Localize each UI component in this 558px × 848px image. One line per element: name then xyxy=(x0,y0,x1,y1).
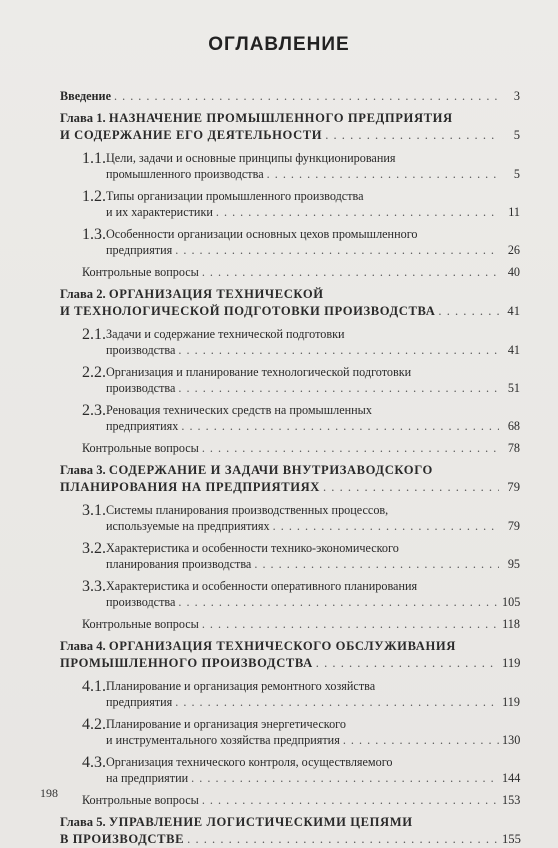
chapter-title-line: ОРГАНИЗАЦИЯ ТЕХНИЧЕСКОГО ОБСЛУЖИВАНИЯ xyxy=(108,639,456,653)
toc-page-number: 79 xyxy=(507,519,520,533)
section-number: 2.3. xyxy=(82,402,106,419)
toc-page-number: 41 xyxy=(507,343,520,357)
toc-line xyxy=(106,364,520,380)
toc-line xyxy=(106,188,520,204)
chapter-title-line: ПЛАНИРОВАНИЯ НА ПРЕДПРИЯТИЯХ xyxy=(60,480,320,494)
leader-dots xyxy=(114,88,499,104)
toc-line xyxy=(106,402,520,418)
section-number: 1.2. xyxy=(82,188,106,205)
toc-page-number: 155 xyxy=(502,832,521,846)
leader-dots xyxy=(343,732,499,748)
section-title-line: и инструментального хозяйства предприятия xyxy=(106,733,340,747)
toc-line xyxy=(106,166,520,182)
toc-page-number: 11 xyxy=(508,205,520,219)
leader-dots xyxy=(323,479,499,496)
toc-line xyxy=(60,286,520,303)
toc-page-number: 118 xyxy=(502,617,520,631)
chapter-heading-text xyxy=(60,655,313,672)
toc-line xyxy=(106,770,520,786)
page-title: ОГЛАВЛЕНИЕ xyxy=(208,34,350,55)
toc-line xyxy=(60,462,520,479)
toc-entry-label: Введение xyxy=(60,89,111,103)
toc-section-2-3[interactable] xyxy=(60,402,520,434)
toc-page-number: 130 xyxy=(502,733,521,747)
section-number: 4.1. xyxy=(82,678,106,695)
toc-line xyxy=(106,150,520,166)
toc-page-number: 3 xyxy=(513,89,520,103)
leader-dots xyxy=(191,770,499,786)
section-number: 1.3. xyxy=(82,226,106,243)
chapter-prefix: Глава 5. xyxy=(60,815,106,829)
chapter-prefix: Глава 1. xyxy=(60,111,106,125)
toc-line xyxy=(106,204,520,220)
toc-chapter-5[interactable] xyxy=(60,814,520,848)
toc-line xyxy=(106,242,520,258)
section-number: 3.3. xyxy=(82,578,106,595)
toc-page-number: 153 xyxy=(502,793,521,807)
toc-page-number: 119 xyxy=(502,656,521,670)
toc-chapter-1[interactable] xyxy=(60,110,520,144)
toc-line xyxy=(60,831,520,848)
chapter-title-line: И ТЕХНОЛОГИЧЕСКОЙ ПОДГОТОВКИ ПРОИЗВОДСТВА xyxy=(60,304,436,318)
toc-line xyxy=(60,655,520,672)
toc-page-number: 40 xyxy=(507,265,520,279)
toc-line xyxy=(60,638,520,655)
toc-line xyxy=(106,578,520,594)
section-title-line: Задачи и содержание технической подготовки xyxy=(106,327,345,341)
section-title-line: промышленного производства xyxy=(106,167,264,181)
toc-section-4-1[interactable] xyxy=(60,678,520,710)
section-title-line: используемые на предприятиях xyxy=(106,519,270,533)
section-title-line: Организация и планирование технологической подготовки xyxy=(106,365,412,379)
toc-chapter-4[interactable] xyxy=(60,638,520,672)
toc-line xyxy=(106,380,520,396)
section-number: 3.1. xyxy=(82,502,106,519)
toc-line xyxy=(106,540,520,556)
toc-line xyxy=(60,479,520,496)
section-title-line: планирования производства xyxy=(106,557,252,571)
toc-page-number: 68 xyxy=(507,419,520,433)
toc-line xyxy=(106,342,520,358)
toc-entry-intro[interactable] xyxy=(60,88,520,104)
leader-dots xyxy=(202,792,499,808)
chapter-heading-text xyxy=(60,814,413,831)
toc-line xyxy=(106,594,520,610)
leader-dots xyxy=(273,518,499,534)
leader-dots xyxy=(267,166,499,182)
toc-section-3-1[interactable] xyxy=(60,502,520,534)
toc-line xyxy=(60,303,520,320)
chapter-heading-text xyxy=(60,479,320,496)
chapter-heading-text xyxy=(60,462,433,479)
leader-dots xyxy=(178,594,499,610)
section-title-line: Цели, задачи и основные принципы функционирования xyxy=(106,151,396,165)
section-title-line: Планирование и организация энергетического xyxy=(106,717,346,731)
control-questions-label: Контрольные вопросы xyxy=(82,617,199,631)
chapter-title-line: ОРГАНИЗАЦИЯ ТЕХНИЧЕСКОЙ xyxy=(108,287,324,301)
toc-line xyxy=(106,694,520,710)
chapter-heading-text xyxy=(60,303,435,320)
toc-line xyxy=(106,754,520,770)
toc-chapter-2[interactable] xyxy=(60,286,520,320)
toc-chapter-3[interactable] xyxy=(60,462,520,496)
section-title-line: Особенности организации основных цехов промышленного xyxy=(106,227,418,241)
leader-dots xyxy=(325,127,499,144)
section-number: 1.1. xyxy=(82,150,106,167)
leader-dots xyxy=(178,342,499,358)
chapter-prefix: Глава 3. xyxy=(60,463,106,477)
toc-line xyxy=(82,792,520,808)
chapter-heading-text xyxy=(60,286,324,303)
control-questions-label: Контрольные вопросы xyxy=(82,793,199,807)
leader-dots xyxy=(175,242,499,258)
section-number: 2.1. xyxy=(82,326,106,343)
leader-dots xyxy=(181,418,499,434)
toc-page-number: 5 xyxy=(513,128,520,142)
toc-section-4-3[interactable] xyxy=(60,754,520,786)
chapter-heading-text xyxy=(60,638,456,655)
toc-line xyxy=(106,716,520,732)
toc-section-3-2[interactable] xyxy=(60,540,520,572)
control-questions-label: Контрольные вопросы xyxy=(82,441,199,455)
section-title-line: Типы организации промышленного производства xyxy=(106,189,364,203)
toc-line xyxy=(82,440,520,456)
leader-dots xyxy=(254,556,499,572)
leader-dots xyxy=(175,694,499,710)
chapter-title-line: НАЗНАЧЕНИЕ ПРОМЫШЛЕННОГО ПРЕДПРИЯТИЯ xyxy=(108,111,453,125)
section-title-line: производства xyxy=(106,595,176,609)
chapter-title-line: УПРАВЛЕНИЕ ЛОГИСТИЧЕСКИМИ ЦЕПЯМИ xyxy=(108,815,413,829)
toc-line xyxy=(82,264,520,280)
toc-section-2-2[interactable] xyxy=(60,364,520,396)
chapter-heading-text xyxy=(60,127,322,144)
control-questions-label: Контрольные вопросы xyxy=(82,265,199,279)
toc-line xyxy=(82,616,520,632)
leader-dots xyxy=(202,264,499,280)
section-title-line: предприятия xyxy=(106,243,173,257)
chapter-prefix: Глава 2. xyxy=(60,287,106,301)
toc-section-2-1[interactable] xyxy=(60,326,520,358)
toc-line xyxy=(106,502,520,518)
leader-dots xyxy=(187,831,499,848)
section-number: 4.3. xyxy=(82,754,106,771)
section-title-line: Планирование и организация ремонтного хозяйства xyxy=(106,679,376,693)
section-number: 2.2. xyxy=(82,364,106,381)
toc-page-number: 41 xyxy=(507,304,520,318)
toc-section-4-2[interactable] xyxy=(60,716,520,748)
toc-control-questions[interactable] xyxy=(60,792,520,808)
section-title-line: предприятиях xyxy=(106,419,179,433)
table-of-contents xyxy=(60,88,520,848)
toc-page-number: 5 xyxy=(513,167,520,181)
chapter-title-line: СОДЕРЖАНИЕ И ЗАДАЧИ ВНУТРИЗАВОДСКОГО xyxy=(108,463,433,477)
leader-dots xyxy=(438,303,499,320)
section-title-line: Реновация технических средств на промышленных xyxy=(106,403,372,417)
section-title-line: производства xyxy=(106,381,176,395)
section-title-line: Организация технического контроля, осуществляемого xyxy=(106,755,393,769)
toc-control-questions[interactable] xyxy=(60,440,520,456)
toc-control-questions[interactable] xyxy=(60,616,520,632)
section-title-line: на предприятии xyxy=(106,771,189,785)
toc-line xyxy=(106,556,520,572)
toc-line xyxy=(106,732,520,748)
section-title-line: Системы планирования производственных процессов, xyxy=(106,503,389,517)
chapter-title-line: ПРОМЫШЛЕННОГО ПРОИЗВОДСТВА xyxy=(60,656,313,670)
leader-dots xyxy=(202,616,499,632)
leader-dots xyxy=(178,380,499,396)
toc-section-1-1[interactable] xyxy=(60,150,520,182)
section-title-line: и их характеристики xyxy=(106,205,213,219)
toc-page-number: 144 xyxy=(502,771,521,785)
toc-page-number: 51 xyxy=(507,381,520,395)
toc-page-number: 79 xyxy=(507,480,520,494)
chapter-title-line: И СОДЕРЖАНИЕ ЕГО ДЕЯТЕЛЬНОСТИ xyxy=(60,128,323,142)
toc-page-number: 95 xyxy=(507,557,520,571)
toc-page-number: 26 xyxy=(507,243,520,257)
toc-page-number: 119 xyxy=(502,695,520,709)
toc-line xyxy=(106,226,520,242)
chapter-prefix: Глава 4. xyxy=(60,639,106,653)
section-title-line: предприятия xyxy=(106,695,173,709)
section-number: 3.2. xyxy=(82,540,106,557)
leader-dots xyxy=(202,440,499,456)
section-title-line: Характеристика и особенности технико-экономического xyxy=(106,541,399,555)
toc-section-3-3[interactable] xyxy=(60,578,520,610)
toc-line xyxy=(60,814,520,831)
toc-control-questions[interactable] xyxy=(60,264,520,280)
section-title-line: Характеристика и особенности оперативного планирования xyxy=(106,579,418,593)
toc-section-1-2[interactable] xyxy=(60,188,520,220)
leader-dots xyxy=(216,204,499,220)
leader-dots xyxy=(316,655,499,672)
toc-line xyxy=(106,678,520,694)
toc-line xyxy=(106,418,520,434)
chapter-title-line: В ПРОИЗВОДСТВЕ xyxy=(60,832,185,846)
section-number: 4.2. xyxy=(82,716,106,733)
toc-line xyxy=(60,127,520,144)
toc-page-number: 105 xyxy=(502,595,521,609)
chapter-heading-text xyxy=(60,831,184,848)
toc-line xyxy=(106,326,520,342)
toc-line xyxy=(60,110,520,127)
toc-page-number: 78 xyxy=(507,441,520,455)
page-number: 198 xyxy=(40,786,58,800)
toc-line xyxy=(106,518,520,534)
chapter-heading-text xyxy=(60,110,453,127)
toc-section-1-3[interactable] xyxy=(60,226,520,258)
section-title-line: производства xyxy=(106,343,176,357)
